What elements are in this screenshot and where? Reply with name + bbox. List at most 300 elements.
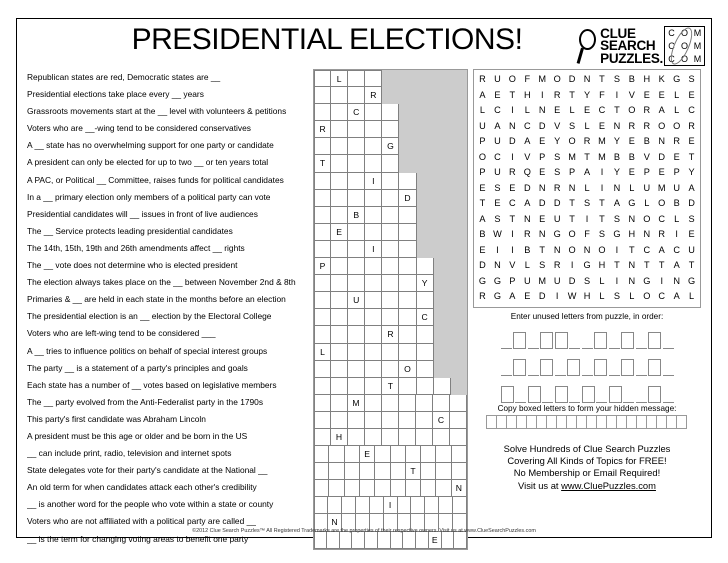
word-search-letter[interactable]: N <box>628 260 636 270</box>
word-search-letter[interactable]: E <box>509 182 516 193</box>
crossword-cell[interactable] <box>365 361 382 378</box>
word-search-letter[interactable]: A <box>479 213 486 224</box>
word-search-letter[interactable]: G <box>613 229 621 239</box>
crossword-cell[interactable] <box>331 292 348 309</box>
answer-box[interactable] <box>648 386 661 403</box>
word-search-letter[interactable]: O <box>568 136 576 146</box>
crossword-cell[interactable] <box>416 395 433 412</box>
crossword-cell[interactable] <box>365 155 382 172</box>
word-search-letter[interactable]: I <box>511 229 514 239</box>
crossword-cell[interactable] <box>411 497 425 514</box>
word-search-letter[interactable]: C <box>658 291 666 301</box>
word-search-letter[interactable]: V <box>554 120 561 131</box>
word-search-letter[interactable]: S <box>688 213 695 224</box>
word-search-grid[interactable] <box>473 69 701 308</box>
word-search-letter[interactable]: F <box>524 74 531 84</box>
word-search-letter[interactable]: O <box>478 151 487 162</box>
word-search-letter[interactable]: G <box>628 198 636 208</box>
answer-blank[interactable] <box>542 388 553 403</box>
word-search-letter[interactable]: L <box>674 213 680 224</box>
crossword-cell[interactable] <box>314 173 331 190</box>
crossword-cell[interactable] <box>348 275 365 292</box>
crossword-cell[interactable] <box>433 395 450 412</box>
crossword-cell[interactable] <box>360 480 375 497</box>
word-search-letter[interactable]: R <box>643 105 651 115</box>
crossword-cell[interactable] <box>348 378 365 395</box>
word-search-letter[interactable]: M <box>657 182 666 193</box>
word-search-letter[interactable]: N <box>538 105 546 115</box>
word-search-letter[interactable]: G <box>583 260 591 270</box>
crossword-cell[interactable] <box>314 207 331 224</box>
word-search-letter[interactable]: I <box>615 275 619 286</box>
word-search-letter[interactable]: L <box>479 105 486 115</box>
crossword-cell[interactable] <box>314 326 331 343</box>
word-search-letter[interactable]: N <box>613 182 621 193</box>
word-search-letter[interactable]: A <box>509 291 516 301</box>
crossword-cell[interactable] <box>417 326 434 343</box>
crossword-cell[interactable] <box>382 173 399 190</box>
crossword-cell[interactable] <box>365 412 382 429</box>
word-search-letter[interactable]: H <box>598 260 606 270</box>
crossword-cell[interactable] <box>399 258 416 275</box>
answer-blank[interactable] <box>501 334 512 349</box>
crossword-cell[interactable] <box>331 412 348 429</box>
word-search-letter[interactable]: B <box>628 74 635 84</box>
word-search-letter[interactable]: R <box>628 120 636 131</box>
crossword-cell[interactable]: E <box>429 532 442 549</box>
crossword-cell[interactable] <box>314 532 327 549</box>
crossword-cell[interactable] <box>365 224 382 241</box>
word-search-letter[interactable]: S <box>613 291 620 301</box>
word-search-letter[interactable]: C <box>494 151 501 162</box>
word-search-letter[interactable]: S <box>539 260 546 270</box>
word-search-letter[interactable]: T <box>629 244 635 255</box>
word-search-letter[interactable]: L <box>674 105 680 115</box>
word-search-letter[interactable]: E <box>494 198 501 208</box>
crossword-cell[interactable] <box>391 446 406 463</box>
crossword-cell[interactable] <box>399 344 416 361</box>
crossword-cell[interactable]: I <box>365 241 382 258</box>
crossword-cell[interactable] <box>399 378 416 395</box>
answer-box[interactable] <box>594 332 607 349</box>
crossword-cell[interactable] <box>331 155 348 172</box>
word-search-letter[interactable]: U <box>688 244 695 255</box>
crossword-cell[interactable]: E <box>331 224 348 241</box>
word-search-letter[interactable]: A <box>658 244 665 255</box>
word-search-letter[interactable]: E <box>658 89 665 100</box>
crossword-cell[interactable] <box>348 326 365 343</box>
crossword-cell[interactable] <box>331 173 348 190</box>
crossword-cell[interactable] <box>365 309 382 326</box>
crossword-cell[interactable] <box>365 70 382 87</box>
word-search-letter[interactable]: W <box>493 229 502 239</box>
word-search-letter[interactable]: M <box>538 74 547 84</box>
word-search-letter[interactable]: P <box>643 167 650 177</box>
crossword-cell[interactable] <box>399 395 416 412</box>
crossword-cell[interactable] <box>421 446 436 463</box>
crossword-cell[interactable] <box>314 497 328 514</box>
crossword-cell[interactable]: H <box>331 429 348 446</box>
crossword-cell[interactable] <box>348 70 365 87</box>
word-search-letter[interactable]: L <box>674 89 680 100</box>
crossword-cell[interactable] <box>382 361 399 378</box>
word-search-letter[interactable]: T <box>688 260 695 270</box>
crossword-cell[interactable]: D <box>399 190 416 207</box>
crossword-cell[interactable]: M <box>348 395 365 412</box>
crossword-cell[interactable] <box>399 241 416 258</box>
crossword-cell[interactable] <box>314 241 331 258</box>
answer-blank[interactable] <box>555 361 566 376</box>
word-search-letter[interactable]: E <box>598 120 606 131</box>
word-search-letter[interactable]: E <box>688 136 695 146</box>
word-search-letter[interactable]: T <box>569 89 575 100</box>
word-search-letter[interactable]: V <box>643 151 650 162</box>
answer-box[interactable] <box>609 386 622 403</box>
crossword-cell[interactable] <box>436 446 451 463</box>
answer-blank[interactable] <box>609 334 620 349</box>
crossword-cell[interactable] <box>452 463 467 480</box>
crossword-cell[interactable]: O <box>399 361 416 378</box>
crossword-cell[interactable] <box>365 292 382 309</box>
crossword-cell[interactable] <box>365 121 382 138</box>
word-search-letter[interactable]: S <box>598 229 606 239</box>
word-search-letter[interactable]: U <box>673 182 680 193</box>
crossword-cell[interactable] <box>314 395 331 412</box>
crossword-cell[interactable] <box>406 446 421 463</box>
word-search-letter[interactable]: I <box>615 89 619 100</box>
word-search-letter[interactable]: N <box>509 120 516 131</box>
answer-blank[interactable] <box>636 388 647 403</box>
word-search-letter[interactable]: D <box>658 151 666 162</box>
word-search-letter[interactable]: D <box>553 198 561 208</box>
word-search-letter[interactable]: N <box>613 120 621 131</box>
word-search-letter[interactable]: U <box>643 182 651 193</box>
crossword-cell[interactable] <box>314 480 329 497</box>
answer-blank[interactable] <box>582 334 593 349</box>
word-search-letter[interactable]: U <box>479 120 486 131</box>
word-search-letter[interactable]: P <box>479 167 486 177</box>
crossword-cell[interactable] <box>345 480 360 497</box>
word-search-letter[interactable]: O <box>643 291 651 301</box>
word-search-letter[interactable]: U <box>494 136 501 146</box>
word-search-letter[interactable]: D <box>523 182 531 193</box>
word-search-letter[interactable]: D <box>479 260 486 270</box>
crossword-cell[interactable] <box>370 497 384 514</box>
word-search-letter[interactable]: P <box>673 167 680 177</box>
word-search-letter[interactable]: E <box>628 167 635 177</box>
word-search-letter[interactable]: H <box>523 89 531 100</box>
crossword-cell[interactable] <box>399 292 416 309</box>
crossword-cell[interactable] <box>331 309 348 326</box>
crossword-cell[interactable] <box>382 224 399 241</box>
word-search-letter[interactable]: R <box>553 260 561 270</box>
answer-blank[interactable] <box>623 388 634 403</box>
word-search-letter[interactable]: G <box>493 275 501 286</box>
word-search-letter[interactable]: T <box>479 198 486 208</box>
word-search-letter[interactable]: G <box>493 291 501 301</box>
crossword-cell[interactable] <box>434 378 451 395</box>
crossword-cell[interactable]: U <box>348 292 365 309</box>
word-search-letter[interactable]: E <box>583 105 591 115</box>
answer-blank[interactable] <box>636 361 647 376</box>
word-search-letter[interactable]: T <box>509 213 516 224</box>
crossword-cell[interactable] <box>331 104 348 121</box>
crossword-cell[interactable]: T <box>406 463 421 480</box>
word-search-letter[interactable]: F <box>599 89 605 100</box>
word-search-letter[interactable]: O <box>658 120 666 131</box>
crossword-cell[interactable] <box>314 275 331 292</box>
word-search-letter[interactable]: H <box>643 74 651 84</box>
word-search-letter[interactable]: N <box>643 229 651 239</box>
crossword-cell[interactable] <box>439 497 453 514</box>
word-search-letter[interactable]: T <box>584 151 590 162</box>
word-search-letter[interactable]: T <box>599 74 605 84</box>
word-search-letter[interactable]: N <box>628 275 636 286</box>
word-search-letter[interactable]: G <box>673 74 681 84</box>
word-search-letter[interactable]: M <box>598 136 606 146</box>
answer-box[interactable] <box>594 359 607 376</box>
word-search-letter[interactable]: C <box>643 244 651 255</box>
word-search-letter[interactable]: A <box>658 105 665 115</box>
answer-box[interactable] <box>501 386 514 403</box>
word-search-letter[interactable]: A <box>673 291 680 301</box>
word-search-letter[interactable]: S <box>583 275 591 286</box>
word-search-letter[interactable]: L <box>689 291 695 301</box>
crossword-cell[interactable]: I <box>365 173 382 190</box>
answer-box[interactable] <box>540 332 553 349</box>
crossword-cell[interactable] <box>452 446 467 463</box>
crossword-cell[interactable] <box>348 241 365 258</box>
crossword-cell[interactable] <box>417 361 434 378</box>
crossword-cell[interactable] <box>382 292 399 309</box>
crossword-cell[interactable] <box>345 446 360 463</box>
crossword-cell[interactable] <box>329 446 344 463</box>
crossword-cell[interactable] <box>365 275 382 292</box>
crossword-cell[interactable] <box>382 344 399 361</box>
crossword-cell[interactable] <box>348 309 365 326</box>
crossword-cell[interactable] <box>331 258 348 275</box>
answer-blank[interactable] <box>569 388 580 403</box>
word-search-letter[interactable]: K <box>658 74 665 84</box>
word-search-letter[interactable]: I <box>496 244 499 255</box>
word-search-letter[interactable]: B <box>673 198 680 208</box>
crossword-cell[interactable] <box>360 463 375 480</box>
crossword-cell[interactable] <box>348 258 365 275</box>
word-search-letter[interactable]: D <box>509 136 516 146</box>
word-search-letter[interactable]: G <box>688 275 696 286</box>
crossword-cell[interactable] <box>399 207 416 224</box>
word-search-letter[interactable]: B <box>524 244 531 255</box>
answer-box[interactable] <box>513 359 526 376</box>
word-search-letter[interactable]: A <box>524 198 531 208</box>
crossword-cell[interactable]: L <box>314 344 331 361</box>
crossword-cell[interactable] <box>331 190 348 207</box>
word-search-letter[interactable]: B <box>613 151 620 162</box>
answer-blank[interactable] <box>663 334 674 349</box>
crossword-cell[interactable] <box>348 361 365 378</box>
word-search-letter[interactable]: R <box>479 291 486 301</box>
word-search-letter[interactable]: A <box>583 167 591 177</box>
word-search-letter[interactable]: I <box>511 105 514 115</box>
crossword-cell[interactable]: C <box>348 104 365 121</box>
crossword-cell[interactable] <box>365 258 382 275</box>
crossword-cell[interactable] <box>348 224 365 241</box>
word-search-letter[interactable]: S <box>494 182 501 193</box>
crossword-cell[interactable] <box>382 395 399 412</box>
word-search-letter[interactable]: Y <box>554 136 561 146</box>
word-search-letter[interactable]: L <box>584 120 590 131</box>
word-search-letter[interactable]: T <box>614 260 620 270</box>
word-search-letter[interactable]: T <box>614 105 620 115</box>
word-search-letter[interactable]: I <box>600 182 604 193</box>
crossword-cell[interactable]: P <box>314 258 331 275</box>
crossword-cell[interactable] <box>399 326 416 343</box>
word-search-letter[interactable]: D <box>538 198 546 208</box>
word-search-letter[interactable]: V <box>524 151 531 162</box>
answer-blank[interactable] <box>515 388 526 403</box>
word-search-letter[interactable]: N <box>628 213 636 224</box>
crossword-cell[interactable] <box>365 190 382 207</box>
answer-blank[interactable] <box>609 361 620 376</box>
crossword-cell[interactable] <box>327 532 340 549</box>
crossword-cell[interactable] <box>416 429 433 446</box>
crossword-cell[interactable] <box>382 104 399 121</box>
crossword-cell[interactable] <box>314 104 331 121</box>
word-search-letter[interactable]: I <box>585 213 589 224</box>
crossword-cell[interactable] <box>365 207 382 224</box>
word-search-letter[interactable]: A <box>613 198 620 208</box>
word-search-letter[interactable]: N <box>673 275 680 286</box>
answer-box[interactable] <box>582 386 595 403</box>
word-search-letter[interactable]: I <box>540 89 544 100</box>
crossword-cell[interactable] <box>417 344 434 361</box>
word-search-letter[interactable]: D <box>568 74 576 84</box>
word-search-letter[interactable]: I <box>511 151 514 162</box>
word-search-letter[interactable]: O <box>508 74 516 84</box>
word-search-letter[interactable]: N <box>553 244 561 255</box>
word-search-letter[interactable]: S <box>494 213 501 224</box>
crossword-cell[interactable] <box>314 446 329 463</box>
word-search-letter[interactable]: L <box>644 198 650 208</box>
crossword-cell[interactable]: R <box>382 326 399 343</box>
crossword-cell[interactable] <box>348 344 365 361</box>
crossword-cell[interactable] <box>329 480 344 497</box>
crossword-cell[interactable] <box>417 378 434 395</box>
crossword-cell[interactable]: T <box>314 155 331 172</box>
crossword-cell[interactable]: N <box>328 514 342 531</box>
crossword-cell[interactable] <box>365 395 382 412</box>
crossword-cell[interactable] <box>382 121 399 138</box>
crossword-cell[interactable] <box>417 292 434 309</box>
word-search-letter[interactable]: V <box>628 89 635 100</box>
crossword-cell[interactable] <box>391 480 406 497</box>
word-search-letter[interactable]: Q <box>523 167 531 177</box>
word-search-letter[interactable]: S <box>554 151 561 162</box>
crossword-cell[interactable] <box>348 412 365 429</box>
answer-box[interactable] <box>555 332 568 349</box>
word-search-letter[interactable]: L <box>599 291 605 301</box>
promo-website-link[interactable]: www.CluePuzzles.com <box>561 479 656 491</box>
crossword-cell[interactable] <box>331 275 348 292</box>
crossword-cell[interactable] <box>382 429 399 446</box>
crossword-cell[interactable] <box>331 378 348 395</box>
word-search-letter[interactable]: E <box>479 244 486 255</box>
word-search-letter[interactable]: T <box>658 260 665 270</box>
word-search-letter[interactable]: O <box>598 244 606 255</box>
crossword-cell[interactable] <box>345 463 360 480</box>
crossword-cell[interactable]: T <box>382 378 399 395</box>
word-search-letter[interactable]: Y <box>613 167 620 177</box>
word-search-letter[interactable]: V <box>509 260 516 270</box>
crossword-cell[interactable] <box>399 309 416 326</box>
unused-letters-answer-area[interactable] <box>473 322 701 403</box>
word-search-letter[interactable]: E <box>688 229 695 239</box>
crossword-cell[interactable] <box>382 241 399 258</box>
crossword-cell[interactable] <box>399 173 416 190</box>
crossword-cell[interactable]: I <box>384 497 398 514</box>
crossword-cell[interactable]: C <box>417 309 434 326</box>
crossword-cell[interactable] <box>331 207 348 224</box>
word-search-letter[interactable]: T <box>539 244 546 255</box>
word-search-letter[interactable]: G <box>643 275 651 286</box>
word-search-letter[interactable]: C <box>523 120 531 131</box>
crossword-cell[interactable]: R <box>365 87 382 104</box>
word-search-letter[interactable]: A <box>479 89 486 100</box>
word-search-letter[interactable]: S <box>613 213 620 224</box>
crossword-cell[interactable] <box>399 429 416 446</box>
word-search-letter[interactable]: H <box>628 229 636 239</box>
word-search-letter[interactable]: R <box>673 136 680 146</box>
crossword-cell[interactable] <box>382 412 399 429</box>
word-search-letter[interactable]: T <box>569 213 575 224</box>
word-search-letter[interactable]: E <box>539 213 546 224</box>
word-search-letter[interactable]: U <box>553 213 561 224</box>
word-search-letter[interactable]: S <box>569 120 576 131</box>
word-search-letter[interactable]: T <box>569 198 575 208</box>
crossword-cell[interactable] <box>375 480 390 497</box>
crossword-cell[interactable] <box>365 326 382 343</box>
crossword-cell[interactable] <box>398 497 412 514</box>
crossword-cell[interactable] <box>375 446 390 463</box>
crossword-cell[interactable]: Y <box>417 275 434 292</box>
word-search-letter[interactable]: P <box>509 275 516 286</box>
word-search-letter[interactable]: S <box>613 74 620 84</box>
word-search-letter[interactable]: D <box>688 198 695 208</box>
word-search-letter[interactable]: M <box>538 275 547 286</box>
word-search-letter[interactable]: P <box>569 167 576 177</box>
word-search-letter[interactable]: E <box>658 167 665 177</box>
word-search-letter[interactable]: N <box>494 260 501 270</box>
crossword-cell[interactable] <box>378 532 391 549</box>
crossword-cell[interactable] <box>442 532 455 549</box>
crossword-cell[interactable] <box>342 497 356 514</box>
word-search-letter[interactable]: C <box>658 213 666 224</box>
crossword-cell[interactable] <box>331 138 348 155</box>
crossword-cell[interactable] <box>382 309 399 326</box>
answer-box[interactable] <box>528 386 541 403</box>
crossword-cell[interactable] <box>399 412 416 429</box>
word-search-letter[interactable]: R <box>688 120 695 131</box>
word-search-letter[interactable]: A <box>673 260 680 270</box>
word-search-letter[interactable]: L <box>629 291 635 301</box>
word-search-letter[interactable]: G <box>553 229 561 239</box>
word-search-letter[interactable]: E <box>479 182 486 193</box>
answer-box[interactable] <box>648 332 661 349</box>
crossword-cell[interactable] <box>314 190 331 207</box>
word-search-letter[interactable]: O <box>643 213 651 224</box>
word-search-letter[interactable]: R <box>523 229 531 239</box>
word-search-letter[interactable]: S <box>688 74 695 84</box>
